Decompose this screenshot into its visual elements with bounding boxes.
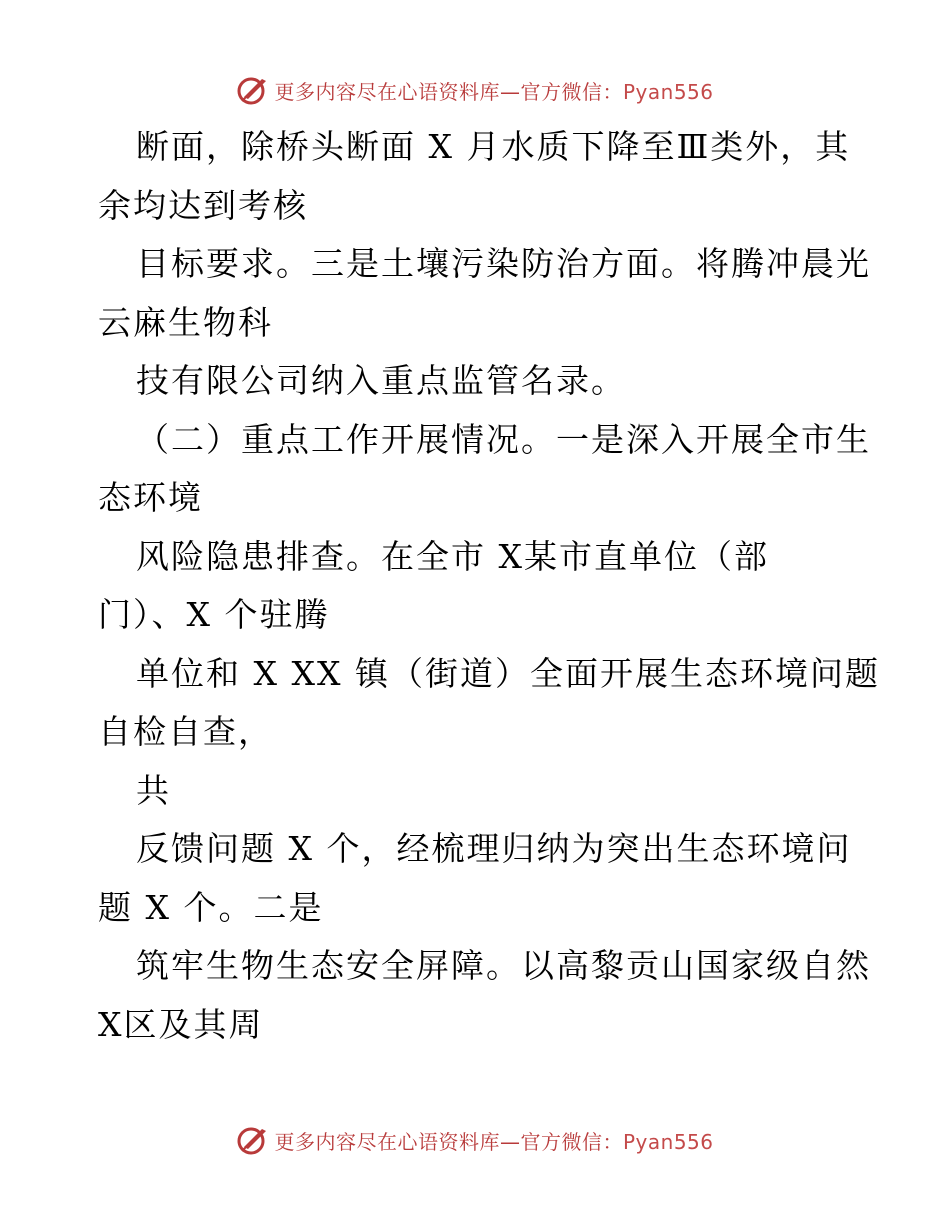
body-line: 筑牢生物生态安全屏障。以高黎贡山国家级自然 xyxy=(136,946,871,985)
body-line: 余均达到考核 xyxy=(98,185,308,225)
footer-watermark-banner xyxy=(0,1120,950,1160)
body-line: 技有限公司纳入重点监管名录。 xyxy=(136,361,626,400)
body-line: 断面，除桥头断面 X 月水质下降至Ⅲ类外，其 xyxy=(136,127,851,166)
body-line: X区及其周 xyxy=(98,1004,264,1044)
body-line: 反馈问题 X 个，经梳理归纳为突出生态环境问 xyxy=(136,829,852,868)
header-watermark-banner xyxy=(0,70,950,110)
body-line: 门）、X 个驻腾 xyxy=(98,595,330,634)
body-line: 题 X 个。二是 xyxy=(98,887,324,927)
body-line: 目标要求。三是土壤污染防治方面。将腾冲晨光 xyxy=(136,244,871,283)
body-line: 单位和 X XX 镇（街道）全面开展生态环境问题 xyxy=(136,653,880,693)
body-line: 共 xyxy=(136,770,171,810)
body-line: 云麻生物科 xyxy=(98,302,273,342)
header-watermark-text: 更多内容尽在心语资料库—官方微信：Pyan556 xyxy=(274,79,714,104)
body-line: （二）重点工作开展情况。一是深入开展全市生 xyxy=(136,419,871,459)
body-line: 自检自查， xyxy=(98,712,273,751)
quill-logo-icon xyxy=(236,73,270,107)
document-body xyxy=(98,118,880,1054)
body-line: 风险隐患排查。在全市 X某市直单位（部 xyxy=(136,536,769,576)
footer-watermark-text: 更多内容尽在心语资料库—官方微信：Pyan556 xyxy=(274,1129,714,1154)
quill-logo-icon xyxy=(236,1123,270,1157)
body-line: 态环境 xyxy=(98,478,203,517)
